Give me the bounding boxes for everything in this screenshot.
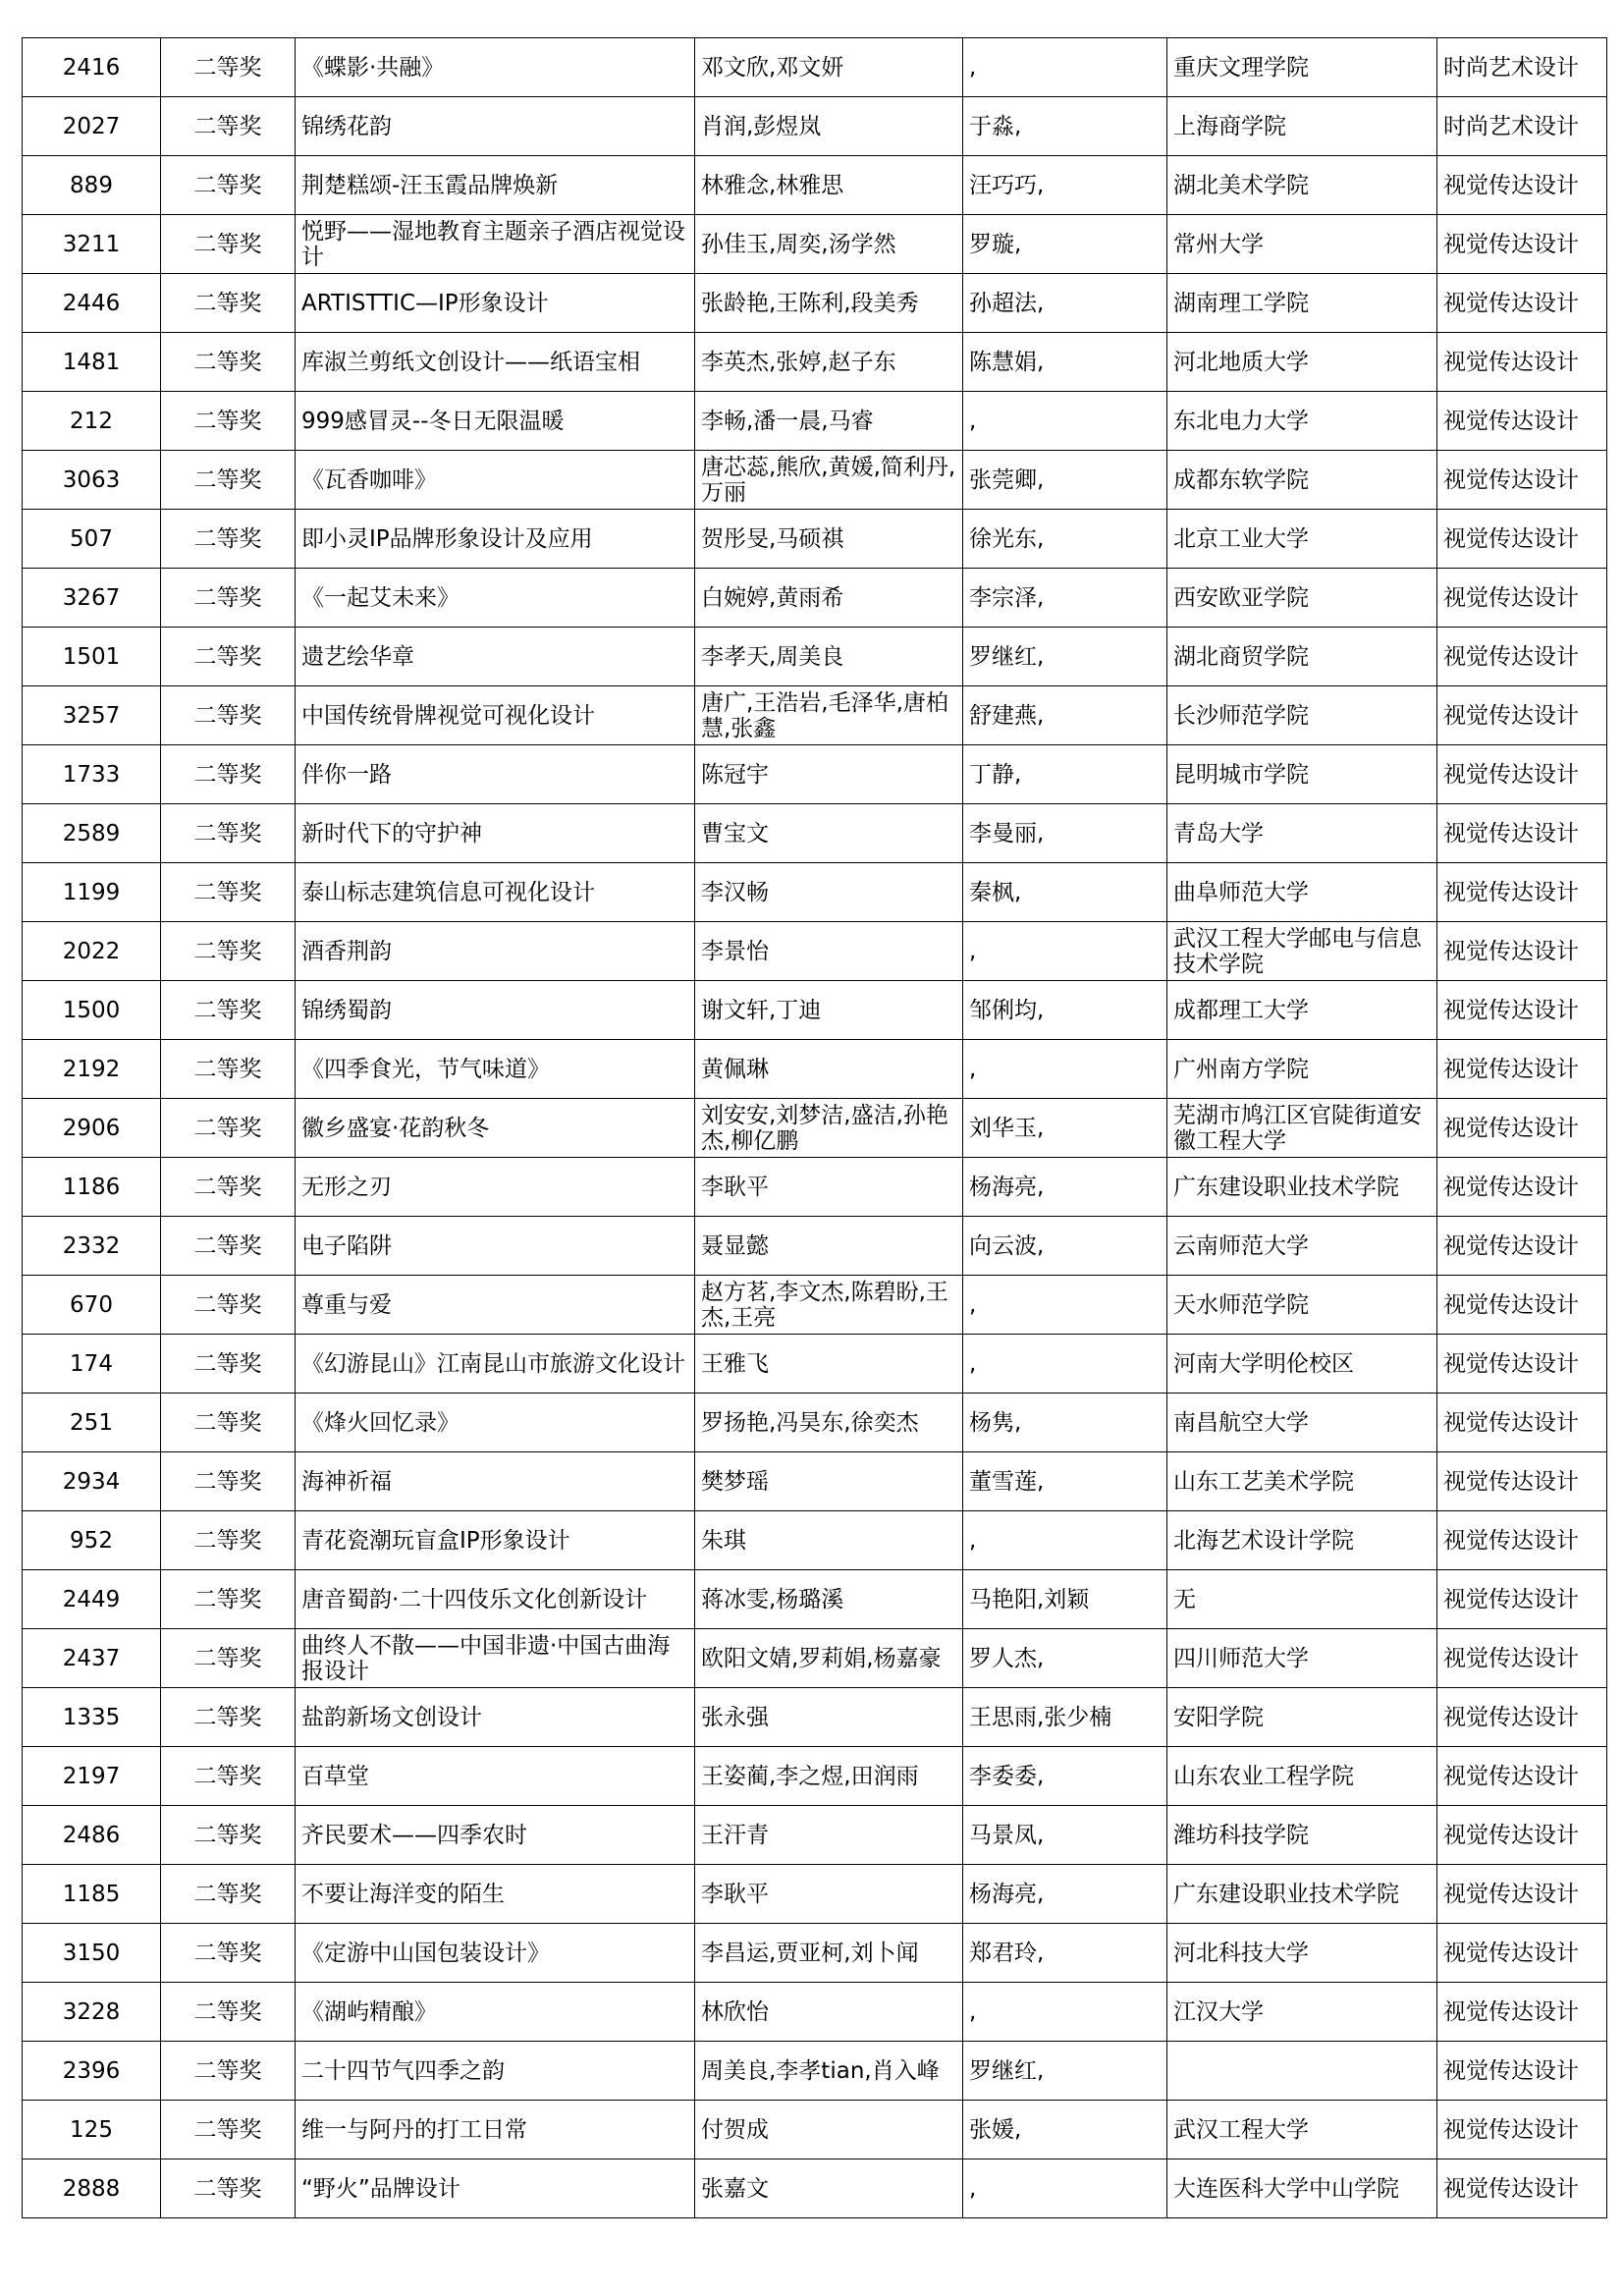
cell-category: 视觉传达设计 (1437, 274, 1607, 333)
table-row (23, 156, 1607, 215)
table-row (23, 1806, 1607, 1865)
cell-title: 锦绣花韵 (296, 97, 695, 156)
cell-category: 视觉传达设计 (1437, 215, 1607, 274)
cell-award: 二等奖 (161, 333, 296, 392)
table-row (23, 2042, 1607, 2101)
cell-id: 2888 (23, 2159, 161, 2218)
cell-advisor: 孙超法, (963, 274, 1167, 333)
cell-id: 1501 (23, 628, 161, 686)
cell-award: 二等奖 (161, 686, 296, 745)
cell-advisor: 李曼丽, (963, 804, 1167, 863)
table-row (23, 1511, 1607, 1570)
cell-id: 2332 (23, 1217, 161, 1276)
cell-authors: 黄佩琳 (695, 1040, 963, 1099)
cell-school: 成都理工大学 (1167, 981, 1437, 1040)
cell-school: 广东建设职业技术学院 (1167, 1158, 1437, 1217)
cell-category: 视觉传达设计 (1437, 804, 1607, 863)
cell-authors: 李英杰,张婷,赵子东 (695, 333, 963, 392)
cell-authors: 李畅,潘一晨,马睿 (695, 392, 963, 451)
cell-award: 二等奖 (161, 1394, 296, 1452)
cell-category: 视觉传达设计 (1437, 333, 1607, 392)
cell-authors: 邓文欣,邓文妍 (695, 38, 963, 97)
cell-advisor: , (963, 392, 1167, 451)
cell-authors: 赵方茗,李文杰,陈碧盼,王杰,王亮 (695, 1276, 963, 1335)
cell-award: 二等奖 (161, 745, 296, 804)
cell-authors: 谢文轩,丁迪 (695, 981, 963, 1040)
cell-school: 大连医科大学中山学院 (1167, 2159, 1437, 2218)
cell-category: 视觉传达设计 (1437, 1394, 1607, 1452)
cell-award: 二等奖 (161, 1158, 296, 1217)
table-row (23, 804, 1607, 863)
cell-title: 新时代下的守护神 (296, 804, 695, 863)
cell-title: 青花瓷潮玩盲盒IP形象设计 (296, 1511, 695, 1570)
cell-school: 天水师范学院 (1167, 1276, 1437, 1335)
cell-authors: 朱琪 (695, 1511, 963, 1570)
table-row (23, 1865, 1607, 1924)
table-row (23, 2159, 1607, 2218)
cell-id: 2589 (23, 804, 161, 863)
table-body (23, 38, 1607, 2218)
cell-category: 视觉传达设计 (1437, 1629, 1607, 1688)
cell-category: 视觉传达设计 (1437, 1747, 1607, 1806)
cell-advisor: 陈慧娟, (963, 333, 1167, 392)
cell-title: 曲终人不散——中国非遗·中国古曲海报设计 (296, 1629, 695, 1688)
cell-id: 3063 (23, 451, 161, 510)
cell-award: 二等奖 (161, 569, 296, 628)
cell-title: 二十四节气四季之韵 (296, 2042, 695, 2101)
cell-id: 3267 (23, 569, 161, 628)
cell-category: 视觉传达设计 (1437, 1511, 1607, 1570)
cell-category: 视觉传达设计 (1437, 569, 1607, 628)
table-row (23, 38, 1607, 97)
cell-advisor: , (963, 1040, 1167, 1099)
cell-award: 二等奖 (161, 1629, 296, 1688)
cell-id: 1199 (23, 863, 161, 922)
cell-award: 二等奖 (161, 510, 296, 569)
cell-title: 即小灵IP品牌形象设计及应用 (296, 510, 695, 569)
cell-advisor: 罗璇, (963, 215, 1167, 274)
table-row (23, 1983, 1607, 2042)
cell-award: 二等奖 (161, 628, 296, 686)
table-row (23, 1394, 1607, 1452)
cell-award: 二等奖 (161, 1865, 296, 1924)
cell-id: 3257 (23, 686, 161, 745)
cell-advisor: 李委委, (963, 1747, 1167, 1806)
cell-category: 视觉传达设计 (1437, 1865, 1607, 1924)
cell-title: 中国传统骨牌视觉可视化设计 (296, 686, 695, 745)
cell-authors: 聂显懿 (695, 1217, 963, 1276)
table-row (23, 686, 1607, 745)
cell-authors: 李孝天,周美良 (695, 628, 963, 686)
cell-advisor: 郑君玲, (963, 1924, 1167, 1983)
cell-category: 视觉传达设计 (1437, 745, 1607, 804)
table-row (23, 333, 1607, 392)
cell-category: 视觉传达设计 (1437, 1335, 1607, 1394)
cell-title: 《瓦香咖啡》 (296, 451, 695, 510)
cell-id: 2906 (23, 1099, 161, 1158)
cell-advisor: 刘华玉, (963, 1099, 1167, 1158)
cell-title: 电子陷阱 (296, 1217, 695, 1276)
cell-award: 二等奖 (161, 2042, 296, 2101)
cell-advisor: 张媛, (963, 2101, 1167, 2159)
cell-advisor: , (963, 1335, 1167, 1394)
cell-award: 二等奖 (161, 392, 296, 451)
cell-school: 重庆文理学院 (1167, 38, 1437, 97)
cell-award: 二等奖 (161, 1276, 296, 1335)
cell-category: 视觉传达设计 (1437, 2159, 1607, 2218)
cell-school: 北京工业大学 (1167, 510, 1437, 569)
cell-authors: 张龄艳,王陈利,段美秀 (695, 274, 963, 333)
cell-advisor: 丁静, (963, 745, 1167, 804)
table-row (23, 1158, 1607, 1217)
cell-title: 伴你一路 (296, 745, 695, 804)
cell-title: 《湖屿精酿》 (296, 1983, 695, 2042)
cell-advisor: 秦枫, (963, 863, 1167, 922)
cell-category: 视觉传达设计 (1437, 392, 1607, 451)
cell-advisor: 马景凤, (963, 1806, 1167, 1865)
cell-advisor: 马艳阳,刘颖 (963, 1570, 1167, 1629)
cell-school: 湖南理工学院 (1167, 274, 1437, 333)
cell-award: 二等奖 (161, 451, 296, 510)
cell-advisor: , (963, 38, 1167, 97)
cell-authors: 付贺成 (695, 2101, 963, 2159)
cell-category: 视觉传达设计 (1437, 1276, 1607, 1335)
cell-id: 2446 (23, 274, 161, 333)
cell-category: 视觉传达设计 (1437, 2101, 1607, 2159)
cell-title: ARTISTTIC—IP形象设计 (296, 274, 695, 333)
cell-authors: 张永强 (695, 1688, 963, 1747)
cell-advisor: 向云波, (963, 1217, 1167, 1276)
cell-advisor: , (963, 1983, 1167, 2042)
cell-title: 荆楚糕颂-汪玉霞品牌焕新 (296, 156, 695, 215)
cell-category: 视觉传达设计 (1437, 686, 1607, 745)
table-row (23, 451, 1607, 510)
cell-title: 《幻游昆山》江南昆山市旅游文化设计 (296, 1335, 695, 1394)
cell-category: 视觉传达设计 (1437, 451, 1607, 510)
cell-title: 盐韵新场文创设计 (296, 1688, 695, 1747)
cell-title: 酒香荆韵 (296, 922, 695, 981)
cell-advisor: 杨海亮, (963, 1158, 1167, 1217)
cell-award: 二等奖 (161, 1452, 296, 1511)
table-row (23, 1217, 1607, 1276)
cell-id: 212 (23, 392, 161, 451)
cell-school: 山东工艺美术学院 (1167, 1452, 1437, 1511)
cell-title: 《定游中山国包装设计》 (296, 1924, 695, 1983)
cell-advisor: 徐光东, (963, 510, 1167, 569)
cell-authors: 罗扬艳,冯昊东,徐奕杰 (695, 1394, 963, 1452)
cell-title: 百草堂 (296, 1747, 695, 1806)
cell-school: 山东农业工程学院 (1167, 1747, 1437, 1806)
cell-school: 常州大学 (1167, 215, 1437, 274)
cell-authors: 李昌运,贾亚柯,刘卜闻 (695, 1924, 963, 1983)
cell-authors: 孙佳玉,周奕,汤学然 (695, 215, 963, 274)
table-row (23, 1276, 1607, 1335)
cell-category: 视觉传达设计 (1437, 1158, 1607, 1217)
cell-title: 999感冒灵--冬日无限温暖 (296, 392, 695, 451)
cell-award: 二等奖 (161, 38, 296, 97)
cell-authors: 李汉畅 (695, 863, 963, 922)
cell-id: 1481 (23, 333, 161, 392)
cell-advisor: 于淼, (963, 97, 1167, 156)
cell-id: 2197 (23, 1747, 161, 1806)
cell-title: 悦野——湿地教育主题亲子酒店视觉设计 (296, 215, 695, 274)
cell-authors: 周美良,李孝tian,肖入峰 (695, 2042, 963, 2101)
table-row (23, 2101, 1607, 2159)
cell-award: 二等奖 (161, 1924, 296, 1983)
cell-title: 尊重与爱 (296, 1276, 695, 1335)
cell-id: 1335 (23, 1688, 161, 1747)
cell-category: 视觉传达设计 (1437, 863, 1607, 922)
cell-school: 武汉工程大学邮电与信息技术学院 (1167, 922, 1437, 981)
cell-advisor: 罗继红, (963, 628, 1167, 686)
cell-id: 889 (23, 156, 161, 215)
cell-advisor: 李宗泽, (963, 569, 1167, 628)
cell-category: 视觉传达设计 (1437, 922, 1607, 981)
cell-school: 云南师范大学 (1167, 1217, 1437, 1276)
cell-id: 251 (23, 1394, 161, 1452)
cell-title: 《一起艾未来》 (296, 569, 695, 628)
cell-award: 二等奖 (161, 1570, 296, 1629)
table-row (23, 745, 1607, 804)
cell-id: 2022 (23, 922, 161, 981)
cell-category: 视觉传达设计 (1437, 510, 1607, 569)
cell-advisor: , (963, 1276, 1167, 1335)
cell-award: 二等奖 (161, 1217, 296, 1276)
cell-award: 二等奖 (161, 215, 296, 274)
cell-title: “野火”品牌设计 (296, 2159, 695, 2218)
cell-id: 1733 (23, 745, 161, 804)
table-row (23, 1924, 1607, 1983)
cell-school: 河北地质大学 (1167, 333, 1437, 392)
cell-authors: 刘安安,刘梦洁,盛洁,孙艳杰,柳亿鹏 (695, 1099, 963, 1158)
cell-advisor: 邹俐均, (963, 981, 1167, 1040)
cell-title: 海神祈福 (296, 1452, 695, 1511)
cell-id: 1500 (23, 981, 161, 1040)
cell-school: 西安欧亚学院 (1167, 569, 1437, 628)
award-table (22, 37, 1607, 2218)
cell-advisor: 汪巧巧, (963, 156, 1167, 215)
cell-category: 时尚艺术设计 (1437, 97, 1607, 156)
cell-school: 芜湖市鸠江区官陡街道安徽工程大学 (1167, 1099, 1437, 1158)
cell-award: 二等奖 (161, 2159, 296, 2218)
table-row (23, 1570, 1607, 1629)
cell-school: 广东建设职业技术学院 (1167, 1865, 1437, 1924)
cell-id: 3150 (23, 1924, 161, 1983)
cell-authors: 唐芯蕊,熊欣,黄媛,简利丹,万丽 (695, 451, 963, 510)
cell-award: 二等奖 (161, 2101, 296, 2159)
cell-id: 2396 (23, 2042, 161, 2101)
cell-school: 东北电力大学 (1167, 392, 1437, 451)
table-row (23, 1452, 1607, 1511)
cell-advisor: 罗继红, (963, 2042, 1167, 2101)
cell-id: 174 (23, 1335, 161, 1394)
cell-advisor: 张莞卿, (963, 451, 1167, 510)
cell-title: 徽乡盛宴·花韵秋冬 (296, 1099, 695, 1158)
cell-authors: 林欣怡 (695, 1983, 963, 2042)
cell-id: 2934 (23, 1452, 161, 1511)
cell-title: 《烽火回忆录》 (296, 1394, 695, 1452)
cell-category: 视觉传达设计 (1437, 156, 1607, 215)
cell-title: 《蝶影·共融》 (296, 38, 695, 97)
cell-award: 二等奖 (161, 981, 296, 1040)
cell-title: 不要让海洋变的陌生 (296, 1865, 695, 1924)
cell-school: 湖北美术学院 (1167, 156, 1437, 215)
cell-id: 2437 (23, 1629, 161, 1688)
cell-award: 二等奖 (161, 1983, 296, 2042)
cell-school: 河北科技大学 (1167, 1924, 1437, 1983)
table-row (23, 274, 1607, 333)
cell-title: 《四季食光，节气味道》 (296, 1040, 695, 1099)
cell-school: 南昌航空大学 (1167, 1394, 1437, 1452)
cell-advisor: 罗人杰, (963, 1629, 1167, 1688)
cell-category: 视觉传达设计 (1437, 1924, 1607, 1983)
table-row (23, 1335, 1607, 1394)
cell-authors: 王雅飞 (695, 1335, 963, 1394)
cell-award: 二等奖 (161, 97, 296, 156)
cell-authors: 王姿蔺,李之煜,田润雨 (695, 1747, 963, 1806)
cell-school: 河南大学明伦校区 (1167, 1335, 1437, 1394)
cell-category: 视觉传达设计 (1437, 2042, 1607, 2101)
cell-title: 维一与阿丹的打工日常 (296, 2101, 695, 2159)
cell-title: 锦绣蜀韵 (296, 981, 695, 1040)
cell-advisor: , (963, 922, 1167, 981)
cell-school: 上海商学院 (1167, 97, 1437, 156)
cell-id: 670 (23, 1276, 161, 1335)
cell-id: 3228 (23, 1983, 161, 2042)
cell-authors: 王汗青 (695, 1806, 963, 1865)
table-row (23, 628, 1607, 686)
cell-school: 四川师范大学 (1167, 1629, 1437, 1688)
cell-title: 遗艺绘华章 (296, 628, 695, 686)
cell-id: 952 (23, 1511, 161, 1570)
table-row (23, 863, 1607, 922)
cell-authors: 白婉婷,黄雨希 (695, 569, 963, 628)
cell-title: 无形之刃 (296, 1158, 695, 1217)
cell-school: 无 (1167, 1570, 1437, 1629)
cell-advisor: 董雪莲, (963, 1452, 1167, 1511)
cell-school: 湖北商贸学院 (1167, 628, 1437, 686)
cell-authors: 曹宝文 (695, 804, 963, 863)
cell-school: 潍坊科技学院 (1167, 1806, 1437, 1865)
cell-category: 视觉传达设计 (1437, 1806, 1607, 1865)
cell-award: 二等奖 (161, 1099, 296, 1158)
cell-advisor: 舒建燕, (963, 686, 1167, 745)
cell-school: 北海艺术设计学院 (1167, 1511, 1437, 1570)
cell-title: 泰山标志建筑信息可视化设计 (296, 863, 695, 922)
cell-school (1167, 2042, 1437, 2101)
cell-advisor: 王思雨,张少楠 (963, 1688, 1167, 1747)
cell-award: 二等奖 (161, 1040, 296, 1099)
cell-id: 2449 (23, 1570, 161, 1629)
table-row (23, 215, 1607, 274)
cell-authors: 唐广,王浩岩,毛泽华,唐柏慧,张鑫 (695, 686, 963, 745)
cell-title: 齐民要术——四季农时 (296, 1806, 695, 1865)
cell-id: 1185 (23, 1865, 161, 1924)
cell-school: 江汉大学 (1167, 1983, 1437, 2042)
cell-id: 2486 (23, 1806, 161, 1865)
cell-authors: 李耿平 (695, 1158, 963, 1217)
cell-award: 二等奖 (161, 1806, 296, 1865)
table-row (23, 1629, 1607, 1688)
cell-school: 成都东软学院 (1167, 451, 1437, 510)
table-row (23, 510, 1607, 569)
cell-title: 库淑兰剪纸文创设计——纸语宝相 (296, 333, 695, 392)
cell-id: 507 (23, 510, 161, 569)
cell-category: 视觉传达设计 (1437, 1099, 1607, 1158)
cell-category: 视觉传达设计 (1437, 1983, 1607, 2042)
cell-school: 广州南方学院 (1167, 1040, 1437, 1099)
cell-id: 2192 (23, 1040, 161, 1099)
cell-authors: 肖润,彭煜岚 (695, 97, 963, 156)
cell-school: 安阳学院 (1167, 1688, 1437, 1747)
cell-school: 武汉工程大学 (1167, 2101, 1437, 2159)
cell-id: 2416 (23, 38, 161, 97)
cell-school: 青岛大学 (1167, 804, 1437, 863)
cell-title: 唐音蜀韵·二十四伎乐文化创新设计 (296, 1570, 695, 1629)
table-row (23, 97, 1607, 156)
cell-award: 二等奖 (161, 156, 296, 215)
cell-id: 3211 (23, 215, 161, 274)
cell-advisor: 杨海亮, (963, 1865, 1167, 1924)
cell-award: 二等奖 (161, 1688, 296, 1747)
cell-authors: 贺彤旻,马硕祺 (695, 510, 963, 569)
table-row (23, 392, 1607, 451)
cell-id: 2027 (23, 97, 161, 156)
cell-advisor: , (963, 1511, 1167, 1570)
cell-authors: 欧阳文婧,罗莉娟,杨嘉豪 (695, 1629, 963, 1688)
cell-advisor: 杨隽, (963, 1394, 1167, 1452)
table-row (23, 569, 1607, 628)
cell-category: 视觉传达设计 (1437, 1452, 1607, 1511)
cell-category: 视觉传达设计 (1437, 628, 1607, 686)
cell-category: 视觉传达设计 (1437, 1040, 1607, 1099)
cell-award: 二等奖 (161, 1747, 296, 1806)
cell-award: 二等奖 (161, 1511, 296, 1570)
cell-authors: 张嘉文 (695, 2159, 963, 2218)
table-row (23, 1040, 1607, 1099)
table-row (23, 1099, 1607, 1158)
cell-school: 长沙师范学院 (1167, 686, 1437, 745)
table-row (23, 981, 1607, 1040)
cell-award: 二等奖 (161, 1335, 296, 1394)
cell-id: 125 (23, 2101, 161, 2159)
cell-school: 曲阜师范大学 (1167, 863, 1437, 922)
cell-school: 昆明城市学院 (1167, 745, 1437, 804)
table-row (23, 1688, 1607, 1747)
cell-id: 1186 (23, 1158, 161, 1217)
cell-award: 二等奖 (161, 804, 296, 863)
cell-authors: 李景怡 (695, 922, 963, 981)
cell-award: 二等奖 (161, 863, 296, 922)
table-row (23, 922, 1607, 981)
cell-award: 二等奖 (161, 274, 296, 333)
cell-category: 视觉传达设计 (1437, 1217, 1607, 1276)
cell-category: 视觉传达设计 (1437, 1570, 1607, 1629)
cell-category: 视觉传达设计 (1437, 1688, 1607, 1747)
cell-authors: 樊梦瑶 (695, 1452, 963, 1511)
cell-authors: 李耿平 (695, 1865, 963, 1924)
cell-authors: 蒋冰雯,杨璐溪 (695, 1570, 963, 1629)
cell-category: 时尚艺术设计 (1437, 38, 1607, 97)
cell-advisor: , (963, 2159, 1167, 2218)
cell-authors: 陈冠宇 (695, 745, 963, 804)
cell-award: 二等奖 (161, 922, 296, 981)
table-row (23, 1747, 1607, 1806)
cell-authors: 林雅念,林雅思 (695, 156, 963, 215)
cell-category: 视觉传达设计 (1437, 981, 1607, 1040)
